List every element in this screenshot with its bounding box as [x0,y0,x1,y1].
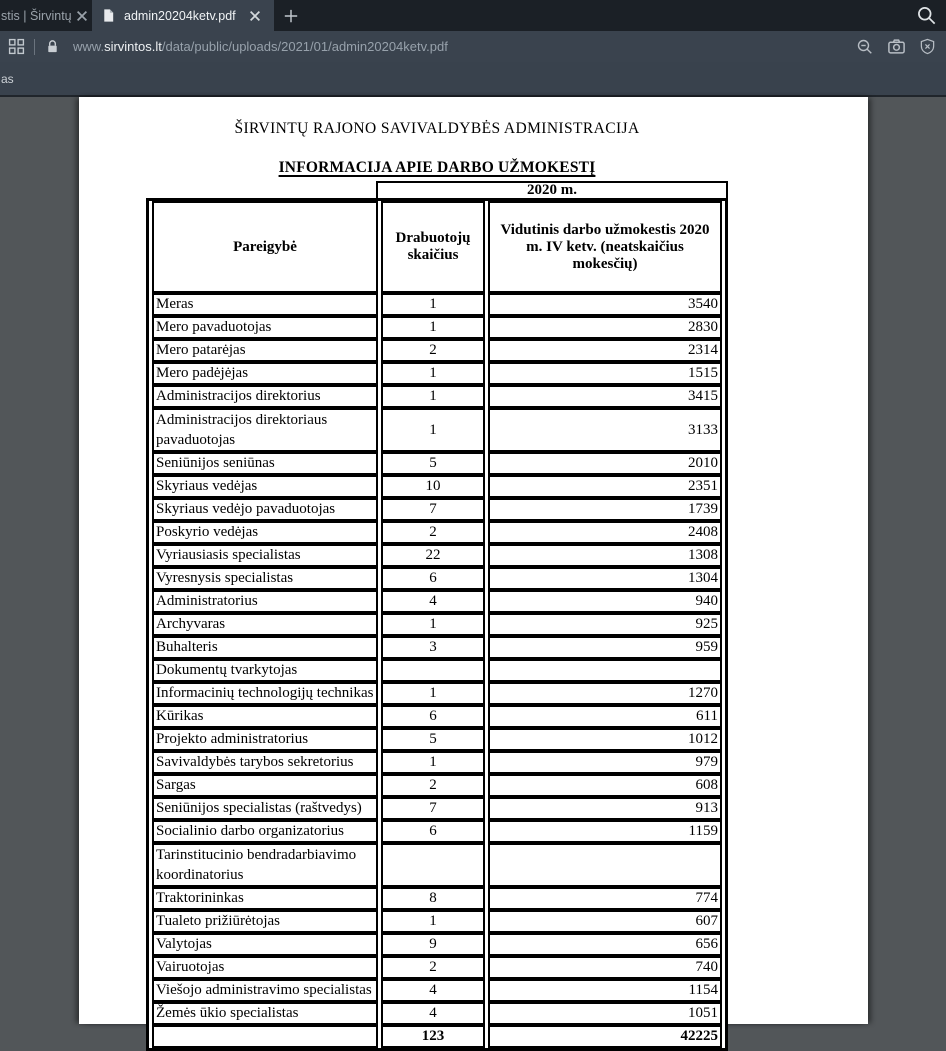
table-cell: Mero patarėjas [152,339,378,362]
table-row [152,797,722,820]
pdf-page [79,97,868,1044]
table-cell: 2 [381,956,485,979]
table-row [152,636,722,659]
table-row [152,956,722,979]
table-cell: 2 [381,774,485,797]
table-cell: 22 [381,544,485,567]
document-subtitle: INFORMACIJA APIE DARBO UŽMOKESTĮ [278,159,596,176]
table-row [152,590,722,613]
table-cell: 607 [488,910,722,933]
table-row [152,613,722,636]
table-cell: 9 [381,933,485,956]
table-cell: 608 [488,774,722,797]
toolbar-divider [34,39,35,55]
table-row [152,910,722,933]
table-cell: Skyriaus vedėjas [152,475,378,498]
table-cell: Skyriaus vedėjo pavaduotojas [152,498,378,521]
table-cell: Seniūnijos seniūnas [152,452,378,475]
url-field[interactable] [73,39,848,54]
table-cell: 1515 [488,362,722,385]
table-cell [488,659,722,682]
table-cell: 6 [381,567,485,590]
tab-close-icon[interactable] [72,6,92,26]
table-cell: 940 [488,590,722,613]
table-cell: 1154 [488,979,722,1002]
table-cell: 7 [381,498,485,521]
table-row [152,544,722,567]
table-cell: Savivaldybės tarybos sekretorius [152,751,378,774]
url-prefix: www. [73,39,105,54]
table-row [152,385,722,408]
table-row [152,316,722,339]
table-cell: 1051 [488,1002,722,1025]
table-cell: 1270 [488,682,722,705]
table-cell: 1308 [488,544,722,567]
table-cell: 1 [381,613,485,636]
url-path: /data/public/uploads/2021/01/admin20204ketv.pdf [161,39,448,54]
table-cell: 740 [488,956,722,979]
table-cell: Poskyrio vedėjas [152,521,378,544]
table-row [152,567,722,590]
table-cell: 656 [488,933,722,956]
new-tab-button[interactable] [274,0,308,31]
year-header-cell: 2020 m. [376,181,728,198]
table-row [152,887,722,910]
table-cell: 1304 [488,567,722,590]
table-cell: 959 [488,636,722,659]
table-cell: 979 [488,751,722,774]
table-cell: 2830 [488,316,722,339]
table-cell: Administratorius [152,590,378,613]
tab-label: stis | Širvintų [1,8,72,23]
table-cell: 5 [381,452,485,475]
table-row [152,705,722,728]
table-cell: 1 [381,682,485,705]
table-cell: 6 [381,705,485,728]
total-row [152,1025,722,1048]
table-cell: 2351 [488,475,722,498]
total-count-cell: 123 [381,1025,485,1048]
table-cell: Buhalteris [152,636,378,659]
table-cell: Informacinių technologijų technikas [152,682,378,705]
table-cell: 1 [381,293,485,316]
table-cell: Tarinstitucinio bendradarbiavimo koordinatorius [152,843,378,887]
address-bar [0,31,946,62]
table-row [152,452,722,475]
table-cell: 4 [381,1002,485,1025]
table-row [152,820,722,843]
tab-strip [0,0,946,31]
salary-table [146,198,728,1051]
table-cell: 1739 [488,498,722,521]
table-cell: 2010 [488,452,722,475]
column-header-skaicius: Drabuotojų skaičius [381,201,485,293]
bookmark-item[interactable]: as [1,71,14,86]
salary-table-head [152,201,722,293]
table-cell: 7 [381,797,485,820]
table-row [152,682,722,705]
table-cell: Mero padėjėjas [152,362,378,385]
tab-close-icon[interactable] [245,6,265,26]
document-title: ŠIRVINTŲ RAJONO SAVIVALDYBĖS ADMINISTRACIJA [234,120,640,137]
table-row [152,1002,722,1025]
table-cell: 913 [488,797,722,820]
table-row [152,408,722,452]
table-row [152,979,722,1002]
table-cell: Projekto administratorius [152,728,378,751]
table-cell: 1 [381,751,485,774]
table-cell: 1012 [488,728,722,751]
apps-grid-icon[interactable] [8,38,25,55]
url-domain: sirvintos.lt [104,39,162,54]
table-row [152,728,722,751]
table-cell: 1 [381,910,485,933]
table-row [152,362,722,385]
table-cell: Mero pavaduotojas [152,316,378,339]
table-row [152,521,722,544]
table-cell: 4 [381,979,485,1002]
table-cell: Administracijos direktorius [152,385,378,408]
table-cell: 774 [488,887,722,910]
table-cell: 8 [381,887,485,910]
table-cell: Tualeto prižiūrėtojas [152,910,378,933]
table-cell: Kūrikas [152,705,378,728]
table-row [152,475,722,498]
total-salary-cell: 42225 [488,1025,722,1048]
table-row [152,843,722,887]
search-icon[interactable] [916,5,937,26]
table-cell: 3 [381,636,485,659]
table-cell: 2314 [488,339,722,362]
table-cell: Traktorininkas [152,887,378,910]
column-header-pareigybe: Pareigybė [152,201,378,293]
table-cell: Žemės ūkio specialistas [152,1002,378,1025]
lock-icon[interactable] [45,39,60,54]
table-cell: 10 [381,475,485,498]
table-cell: Vyresnysis specialistas [152,567,378,590]
table-cell: 2 [381,339,485,362]
table-cell: 1 [381,362,485,385]
table-cell: 5 [381,728,485,751]
table-cell: Vairuotojas [152,956,378,979]
table-cell: 1 [381,385,485,408]
table-cell: Meras [152,293,378,316]
tab-active[interactable] [92,0,274,31]
table-cell: Vyriausiasis specialistas [152,544,378,567]
table-row [152,339,722,362]
table-row [152,751,722,774]
table-row [152,659,722,682]
table-cell: 6 [381,820,485,843]
table-cell [488,843,722,887]
table-cell: 925 [488,613,722,636]
tab-label: admin20204ketv.pdf [124,8,236,23]
table-cell: Seniūnijos specialistas (raštvedys) [152,797,378,820]
table-cell: 1 [381,408,485,452]
camera-icon[interactable] [887,37,906,56]
table-row [152,498,722,521]
table-cell: 2 [381,521,485,544]
table-cell: Sargas [152,774,378,797]
table-cell: Socialinio darbo organizatorius [152,820,378,843]
total-label-cell [152,1025,378,1048]
table-cell: 1 [381,316,485,339]
table-cell: 3540 [488,293,722,316]
salary-table-body [152,293,722,1025]
table-cell: Archyvaras [152,613,378,636]
table-cell: 4 [381,590,485,613]
table-cell: Dokumentų tvarkytojas [152,659,378,682]
table-cell: Viešojo administravimo specialistas [152,979,378,1002]
table-cell: 611 [488,705,722,728]
table-cell [381,659,485,682]
table-cell: Valytojas [152,933,378,956]
table-cell: 3133 [488,408,722,452]
table-cell: 1159 [488,820,722,843]
zoom-out-icon[interactable] [856,38,874,56]
table-row [152,774,722,797]
table-row [152,293,722,316]
column-header-uzmokestis: Vidutinis darbo užmokestis 2020 m. IV ketv. (neatskaičius mokesčių) [488,201,722,293]
tab-inactive[interactable] [0,0,92,31]
bookmarks-bar [0,62,946,97]
table-cell [381,843,485,887]
table-cell: 3415 [488,385,722,408]
shield-x-icon[interactable] [919,38,936,55]
pdf-viewer-area[interactable] [0,97,946,1044]
table-cell: Administracijos direktoriaus pavaduotojas [152,408,378,452]
pdf-file-icon [101,8,116,23]
header-row [152,201,722,293]
table-row [152,933,722,956]
table-cell: 2408 [488,521,722,544]
